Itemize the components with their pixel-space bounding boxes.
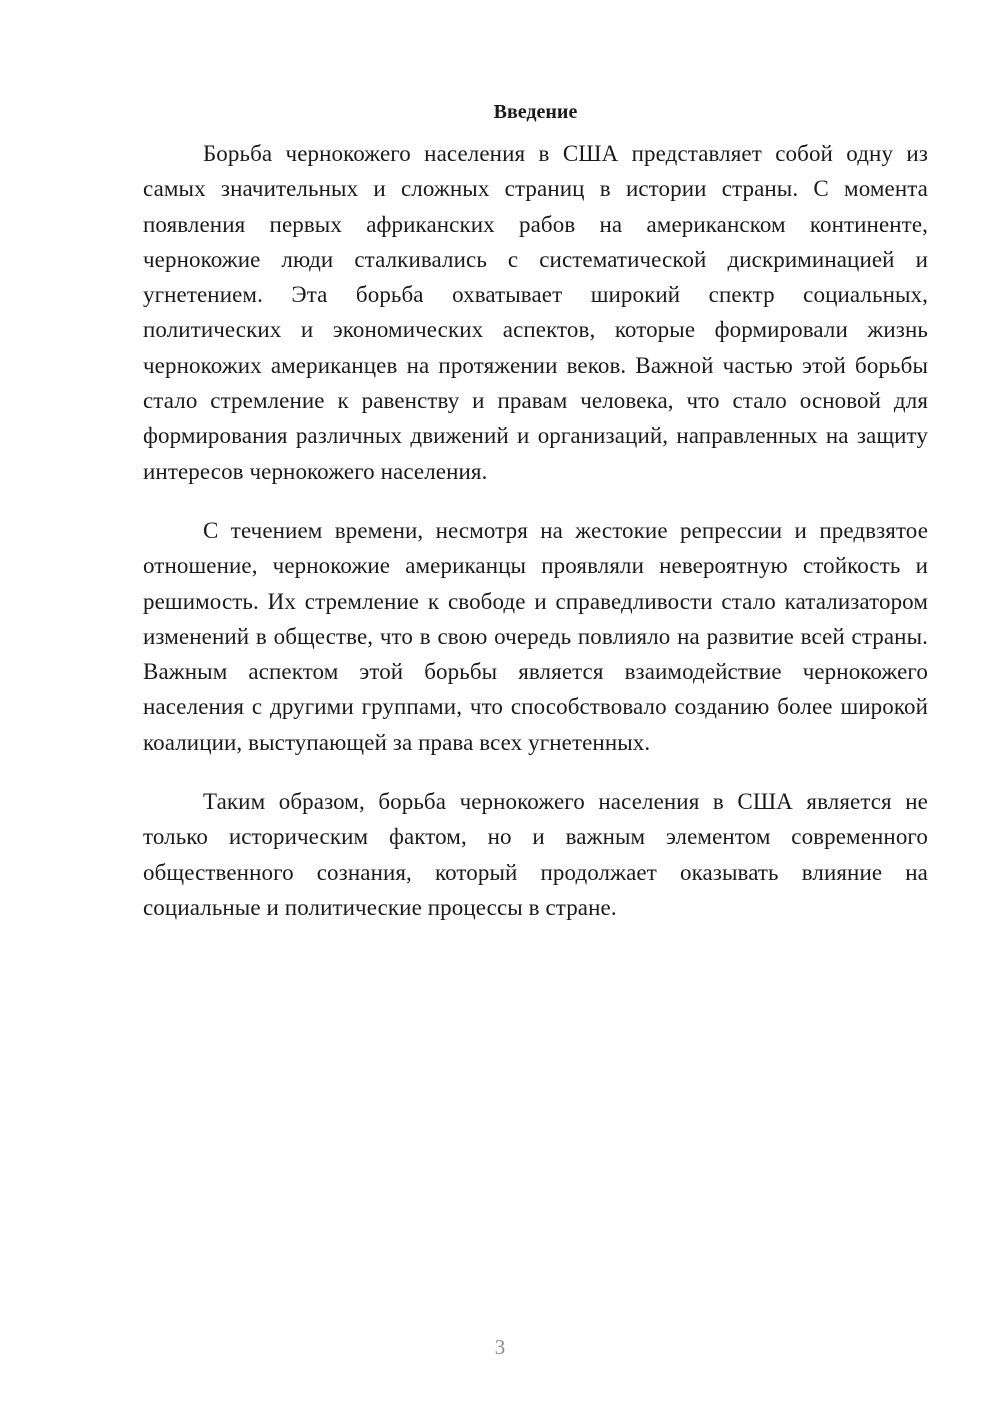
paragraph-1: Борьба чернокожего населения в США представляет собой одну из самых значительных и сложных страниц в истории страны. С момента появления первых африканских рабов на американском континенте, чернокожие люди сталкивались с систематической дискриминацией и угнетением. Эта борьба охватывает широкий спектр социальных, политических и экономических аспектов, которые формировали жизнь чернокожих американцев на протяжении веков. Важной частью этой борьбы стало стремление к равенству и правам человека, что стало основой для формирования различных движений и организаций, направленных на защиту интересов чернокожего населения. xyxy=(143,141,928,484)
page-title: Введение xyxy=(493,101,578,123)
paragraph-3: Таким образом, борьба чернокожего населения в США является не только историческим фактом, но и важным элементом современного общественного сознания, который продолжает оказывать влияние на социальные и политические процессы в стране. xyxy=(143,789,928,920)
text-column xyxy=(143,98,928,949)
page-number: 3 xyxy=(494,1335,506,1359)
paragraph-2: С течением времени, несмотря на жестокие репрессии и предвзятое отношение, чернокожие американцы проявляли невероятную стойкость и решимость. Их стремление к свободе и справедливости стало катализатором изменений в обществе, что в свою очередь повлияло на развитие всей страны. Важным аспектом этой борьбы является взаимодействие чернокожего населения с другими группами, что способствовало созданию более широкой коалиции, выступающей за права всех угнетенных. xyxy=(143,517,928,755)
